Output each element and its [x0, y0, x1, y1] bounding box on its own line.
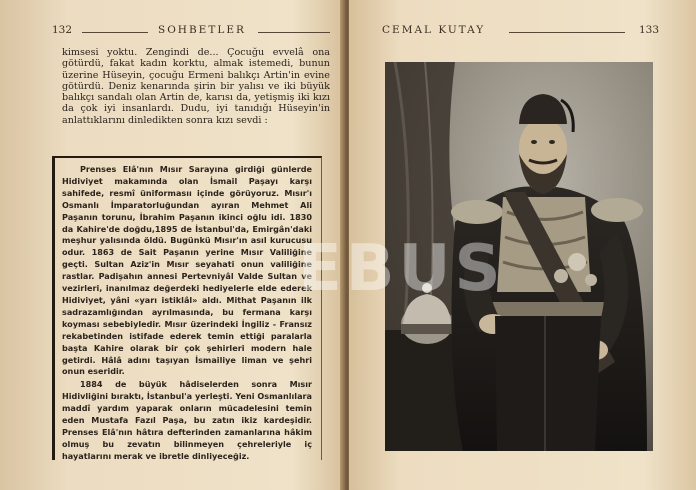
body-text — [62, 47, 330, 126]
right-running-head: CEMAL KUTAY — [382, 24, 486, 36]
left-head-rule-1 — [82, 32, 148, 33]
sidebar-box-text — [62, 164, 312, 463]
right-head-rule — [509, 32, 625, 33]
watermark-text: EBUS — [298, 232, 505, 306]
left-running-head: SOHBETLER — [158, 24, 246, 36]
left-page-number: 132 — [52, 24, 73, 36]
box-paragraph-2: 1884 de büyük hâdiselerden sonra Mısır Hidivliğini bıraktı, İstanbul'a yerleşti. Yeni Osmanlılara maddî yardım yaparak onların mücadelesini temin eden Mustafa Fazıl Paşa, bu zatın ikiz kardeşidir. Prenses Elâ'nın hâtıra defterinden zamanlarına hâkim olmuş bu zevatın bilinmeyen çehreleriyle iç hayatlarını merak ve ibretle dinliyeceğiz. — [62, 379, 312, 461]
body-paragraph: kimsesi yoktu. Zengindi de... Çocuğu evvelâ ona götürdü, fakat kadın korktu, almak istemedi, bunun üzerine Hüseyin, çocuğu Ermeni balıkçı Artin'in evine götürdü. Deniz kenarında şirin bir yalısı ve iki büyük balıkçı sandalı olan Artin de, karısı da, yetişmiş iki kızı da çok iyi insanlardı. Dudu, iyi tanıdığı Hüseyin'in anlattıklarını dinledikten sonra kızı sevdi : — [62, 47, 330, 126]
right-page-number: 133 — [639, 24, 660, 36]
left-page — [0, 0, 344, 490]
box-paragraph-1: Prenses Elâ'nın Mısır Sarayına girdiği günlerde Hidiviyet makamında olan İsmail Paşayı karşı sahifede, resmî üniformasıı içinde görüyoruz. Mısır'ı Osmanlı İmparatorluğundan ayıran Mehmet Ali Paşanın torunu, İbrahim Paşanın ikinci oğlu idi. 1830 da Kahire'de doğdu,1895 de İstanbul'da, Emirgân'daki meşhur yalısında öldü. Bugünkü Mısır'ın asıl kurucusu odur. 1863 de Sait Paşanın yerine Mısır Valiliğine geçti. Sultan Aziz'in Mısır seyahati onun valiliğine rastlar. Padişahın annesi Pertevniyâl Valde Sultan ve vezirleri, inanılmaz değerdeki hediyelerle elde ederek Hidiviyet, yâni «yarı istiklâl» aldı. Mithat Paşanın ilk sadrazamlığından ayrılmasında, bu fermana karşı koyması sebebiyledir. Mısır üzerindeki İngiliz - Fransız rekabetinden istifade ederek temin ettiği paralarla başta Kahire olarak bir çok şehirleri modern hale getirdi. Hâlâ adını taşıyan İsmailiye liman ve şehri onun eseridir. — [62, 164, 312, 377]
left-head-rule-2 — [258, 32, 330, 33]
